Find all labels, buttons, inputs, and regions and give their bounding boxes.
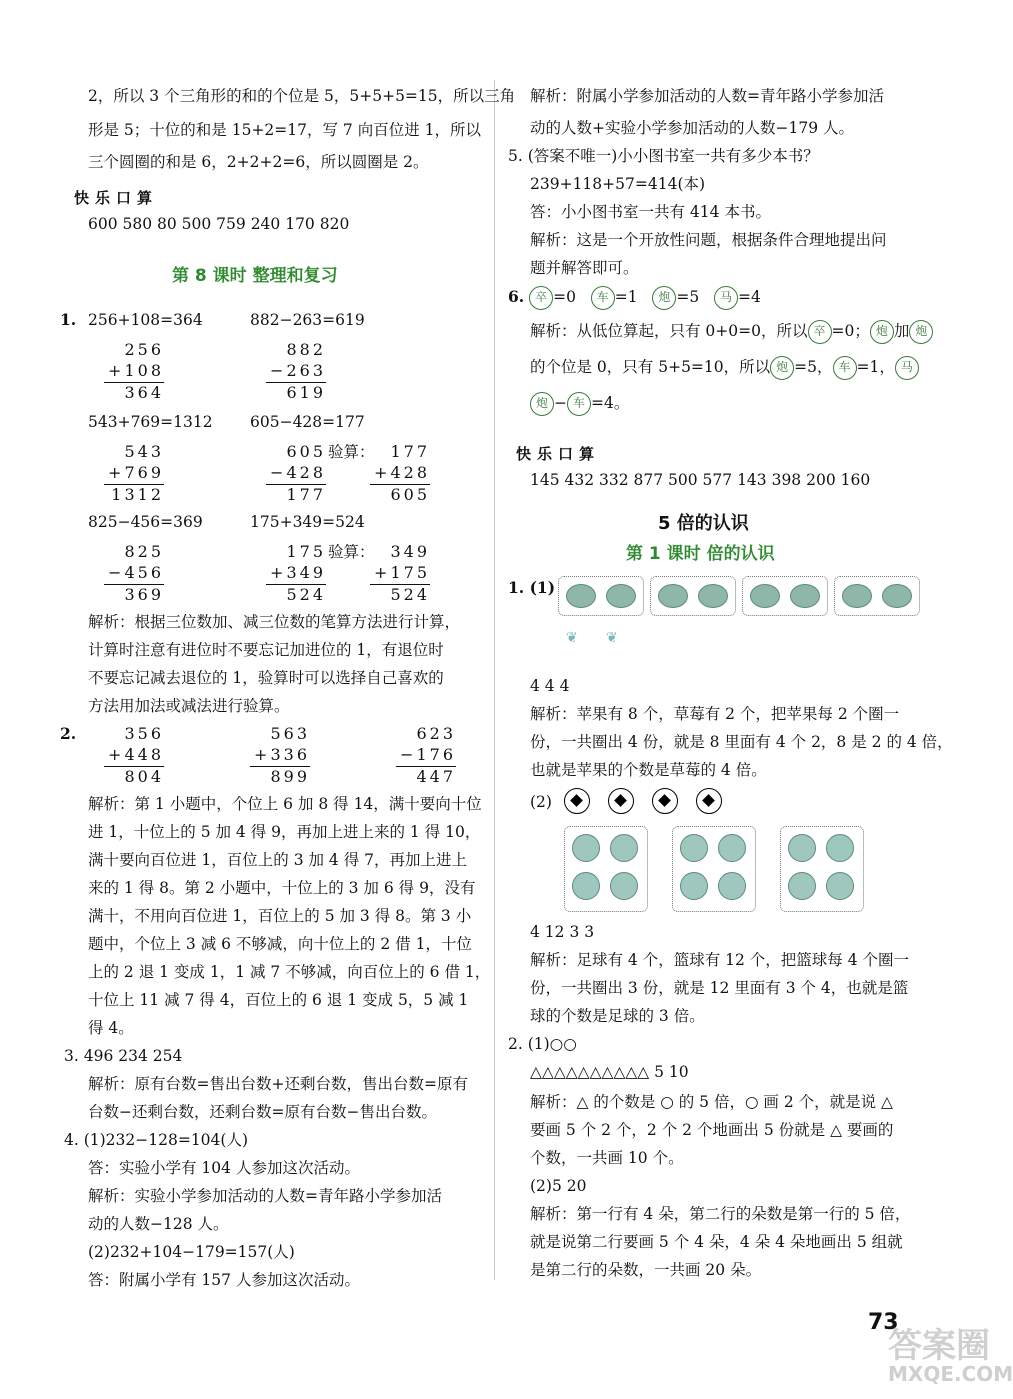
kuaile-kousuan-title: 快乐口算 <box>74 189 159 207</box>
che-chess-icon: 车 <box>833 356 857 380</box>
analysis-line: 解析：根据三位数加、减三位数的笔算方法进行计算， <box>88 613 461 631</box>
vertical-calc: 177 +428 605 <box>370 442 430 505</box>
lesson-title: 第 8 课时 整理和复习 <box>172 266 338 286</box>
answer-line: 4 4 4 <box>530 677 570 695</box>
analysis-line: 份，一共圈出 3 份，就是 12 里面有 3 个 4，也就是篮 <box>530 979 909 997</box>
equation: 175+349=524 <box>250 513 365 531</box>
analysis-line: 的个位是 0，只有 5+5=10，所以 炮 =5， 车 =1， 马 <box>530 356 919 380</box>
analysis-line: 得 4。 <box>88 1019 134 1037</box>
analysis-line: 题并解答即可。 <box>530 259 639 277</box>
question-number: 2. <box>60 724 77 743</box>
apple-icon <box>566 584 596 608</box>
vertical-calc: 605 −428 177 <box>266 442 326 505</box>
apple-icon <box>606 584 636 608</box>
question-6: 6. 卒 =0 车 =1 炮 =5 马 =4 <box>508 286 761 310</box>
basketball-icon <box>610 872 638 900</box>
pao-chess-icon: 炮 <box>870 320 894 344</box>
vertical-calc: 349 +175 524 <box>370 542 430 605</box>
apple-icon <box>790 584 820 608</box>
analysis-line: 解析：这是一个开放性问题，根据条件合理地提出问 <box>530 231 887 249</box>
vertical-calc: 543 +769 1312 <box>104 442 164 505</box>
analysis-line: 就是说第二行要画 5 个 4 朵，4 朵 4 朵地画出 5 组就 <box>530 1233 903 1251</box>
kousuan-answers: 145 432 332 877 500 577 143 398 200 160 <box>530 471 871 489</box>
che-chess-icon: 车 <box>567 392 591 416</box>
ma-chess-icon: 马 <box>714 286 738 310</box>
watermark-url: MXQE.COM <box>888 1362 1013 1386</box>
equation: 256+108=364 <box>88 311 203 329</box>
analysis-line: 解析：苹果有 8 个，草莓有 2 个，把苹果每 2 个圈一 <box>530 705 900 723</box>
analysis-line: 上的 2 退 1 变成 1，1 减 7 不够减，向百位上的 6 借 1， <box>88 963 491 981</box>
analysis-line: 动的人数−128 人。 <box>88 1215 229 1233</box>
question-3: 3. 496 234 254 <box>64 1047 183 1065</box>
zu-chess-icon: 卒 <box>808 320 832 344</box>
equation: 825−456=369 <box>88 513 203 531</box>
equation: 239+118+57=414(本) <box>530 175 706 193</box>
pao-chess-icon: 炮 <box>770 356 794 380</box>
answer-line: (2)232+104−179=157(人) <box>88 1243 295 1261</box>
strawberry-icon: ❦ <box>606 630 618 646</box>
analysis-line: 解析：附属小学参加活动的人数=青年路小学参加活 <box>530 87 884 105</box>
answer-line: 答：实验小学有 104 人参加这次活动。 <box>88 1159 360 1177</box>
basketball-icon <box>788 834 816 862</box>
unit-title: 5 倍的认识 <box>658 513 749 534</box>
answer-line: 答：小小图书室一共有 414 本书。 <box>530 203 771 221</box>
basketball-icon <box>718 872 746 900</box>
lesson-title: 第 1 课时 倍的认识 <box>626 544 775 564</box>
analysis-line: 动的人数+实验小学参加活动的人数−179 人。 <box>530 119 854 137</box>
page-number: 73 <box>868 1310 899 1335</box>
analysis-line: 也就是苹果的个数是草莓的 4 倍。 <box>530 761 767 779</box>
analysis-line: 解析：第一行有 4 朵，第二行的朵数是第一行的 5 倍， <box>530 1205 911 1223</box>
analysis-line: 是第二行的朵数，一共画 20 朵。 <box>530 1261 762 1279</box>
analysis-line: 球的个数是足球的 3 倍。 <box>530 1007 705 1025</box>
analysis-line: 不要忘记减去退位的 1，验算时可以选择自己喜欢的 <box>88 669 444 687</box>
analysis-line: 进 1，十位上的 5 加 4 得 9，再加上进上来的 1 得 10， <box>88 823 481 841</box>
answer-line: (2)5 20 <box>530 1177 587 1195</box>
analysis-line: 炮 − 车 =4。 <box>530 392 629 416</box>
question-number: 1. (1) <box>508 578 556 597</box>
analysis-line: 满十，不用向百位进 1，百位上的 5 加 3 得 8。第 3 小 <box>88 907 472 925</box>
basketball-icon <box>572 872 600 900</box>
basketball-icon <box>610 834 638 862</box>
vertical-calc: 882 −263 619 <box>266 340 326 403</box>
analysis-line: 方法用加法或减法进行验算。 <box>88 697 290 715</box>
question-number: 1. <box>60 310 77 329</box>
analysis-line: 解析：从低位算起，只有 0+0=0，所以 卒 =0； 炮 加 炮 <box>530 320 933 344</box>
apple-icon <box>842 584 872 608</box>
vertical-calc: 256 +108 364 <box>104 340 164 403</box>
triangles-line: △△△△△△△△△△ 5 10 <box>530 1063 689 1081</box>
basketball-icon <box>826 834 854 862</box>
apple-icon <box>750 584 780 608</box>
equation: 882−263=619 <box>250 311 365 329</box>
che-chess-icon: 车 <box>591 286 615 310</box>
analysis-line: 题中，个位上 3 减 6 不够减，向十位上的 2 借 1，十位 <box>88 935 472 953</box>
analysis-line: 台数−还剩台数，还剩台数=原有台数−售出台数。 <box>88 1103 437 1121</box>
vertical-calc: 825 −456 369 <box>104 542 164 605</box>
check-label: 验算： <box>328 443 375 461</box>
soccer-ball-icon <box>564 788 590 814</box>
sub-question-label: (2) <box>530 793 552 811</box>
basketball-icon <box>572 834 600 862</box>
equation: 605−428=177 <box>250 413 365 431</box>
kousuan-answers: 600 580 80 500 759 240 170 820 <box>88 215 350 233</box>
soccer-ball-icon <box>608 788 634 814</box>
kuaile-kousuan-title: 快乐口算 <box>516 445 601 463</box>
column-divider <box>494 80 495 1280</box>
strawberry-icon: ❦ <box>566 630 578 646</box>
vertical-calc: 356 +448 804 <box>104 724 164 787</box>
apple-icon <box>882 584 912 608</box>
pao-chess-icon: 炮 <box>909 320 933 344</box>
question-5: 5. (答案不唯一)小小图书室一共有多少本书？ <box>508 147 819 165</box>
question-2: 2. (1)○○ <box>508 1035 577 1053</box>
analysis-line: 解析：第 1 小题中，个位上 6 加 8 得 14，满十要向十位 <box>88 795 482 813</box>
analysis-line: 计算时注意有进位时不要忘记加进位的 1，有退位时 <box>88 641 444 659</box>
text-line: 三个圆圈的和是 6，2+2+2=6，所以圆圈是 2。 <box>88 153 429 171</box>
analysis-line: 要画 5 个 2 个，2 个 2 个地画出 5 份就是 △ 要画的 <box>530 1121 894 1139</box>
apple-icon <box>658 584 688 608</box>
watermark-logo: 答案圈 <box>888 1326 990 1366</box>
text-line: 形是 5；十位的和是 15+2=17，写 7 向百位进 1，所以 <box>88 121 482 139</box>
analysis-line: 解析：原有台数=售出台数+还剩台数，售出台数=原有 <box>88 1075 468 1093</box>
basketball-icon <box>680 834 708 862</box>
answer-line: 4 12 3 3 <box>530 923 595 941</box>
ma-chess-icon: 马 <box>895 356 919 380</box>
analysis-line: 满十要向百位进 1，百位上的 3 加 4 得 7，再加上进上 <box>88 851 468 869</box>
pao-chess-icon: 炮 <box>652 286 676 310</box>
answer-line: 答：附属小学有 157 人参加这次活动。 <box>88 1271 360 1289</box>
analysis-line: 解析：实验小学参加活动的人数=青年路小学参加活 <box>88 1187 442 1205</box>
analysis-line: 解析：△ 的个数是 ○ 的 5 倍，○ 画 2 个，就是说 △ <box>530 1093 893 1111</box>
question-4: 4. (1)232−128=104(人) <box>64 1131 248 1149</box>
basketball-icon <box>718 834 746 862</box>
zu-chess-icon: 卒 <box>529 286 553 310</box>
basketball-icon <box>826 872 854 900</box>
analysis-line: 个数，一共画 10 个。 <box>530 1149 684 1167</box>
soccer-ball-icon <box>696 788 722 814</box>
analysis-line: 十位上 11 减 7 得 4，百位上的 6 退 1 变成 5，5 减 1 <box>88 991 469 1009</box>
apple-icon <box>698 584 728 608</box>
basketball-icon <box>788 872 816 900</box>
analysis-line: 解析：足球有 4 个，篮球有 12 个，把篮球每 4 个圈一 <box>530 951 910 969</box>
pao-chess-icon: 炮 <box>530 392 554 416</box>
check-label: 验算： <box>328 543 375 561</box>
soccer-ball-icon <box>652 788 678 814</box>
analysis-line: 来的 1 得 8。第 2 小题中，十位上的 3 加 6 得 9，没有 <box>88 879 476 897</box>
analysis-line: 份，一共圈出 4 份，就是 8 里面有 4 个 2，8 是 2 的 4 倍， <box>530 733 953 751</box>
text-line: 2，所以 3 个三角形的和的个位是 5，5+5+5=15，所以三角 <box>88 87 516 105</box>
vertical-calc: 563 +336 899 <box>250 724 310 787</box>
vertical-calc: 623 −176 447 <box>396 724 456 787</box>
vertical-calc: 175 +349 524 <box>266 542 326 605</box>
basketball-icon <box>680 872 708 900</box>
equation: 543+769=1312 <box>88 413 213 431</box>
